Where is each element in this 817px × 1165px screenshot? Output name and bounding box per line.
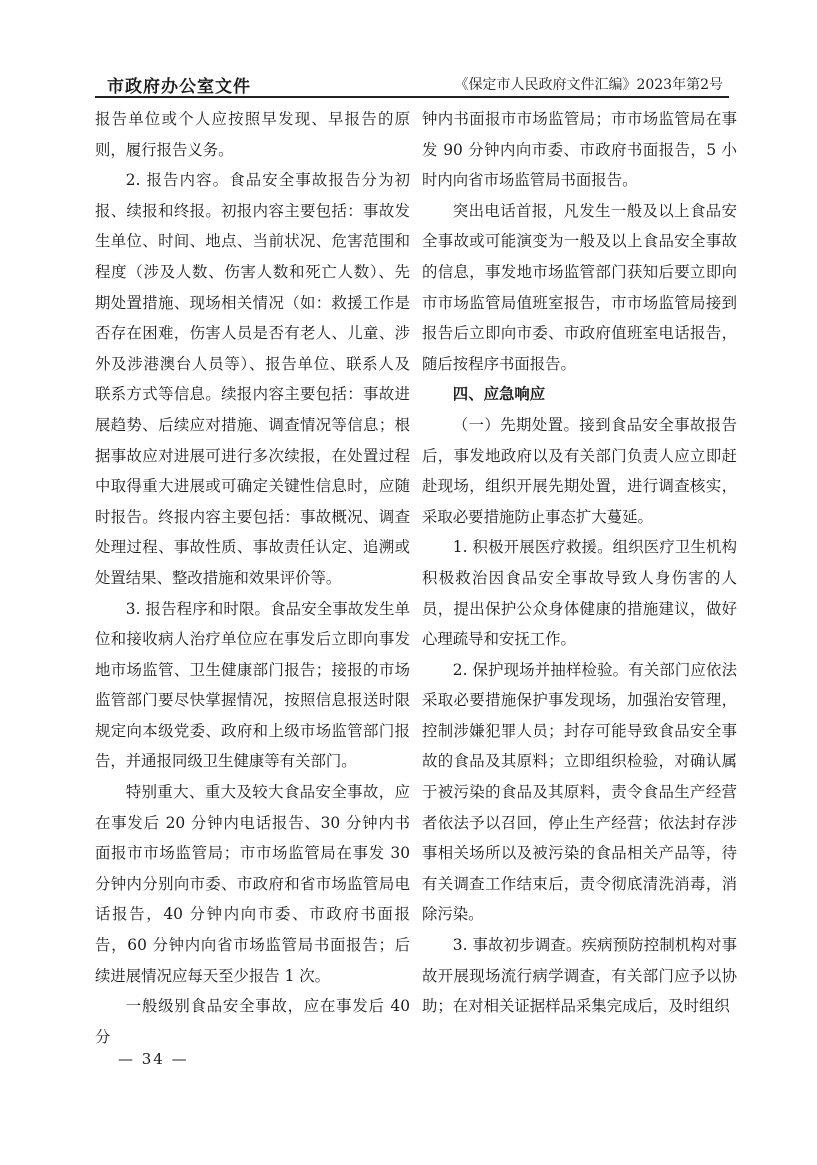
paragraph: 报告单位或个人应按照早发现、早报告的原则，履行报告义务。 [95,110,410,159]
page-number: — 34 — [118,1050,189,1068]
paragraph: 3. 报告程序和时限。食品安全事故发生单位和接收病人治疗单位应在事发后立即向事发地市场监管、卫生健康部门报告；接报的市场监管部门要尽快掌握情况，按照信息报送时限规定向本级党委、政府和上级市场监管部门报告，并通报同级卫生健康等有关部门。 [95,599,410,771]
left-column [95,104,410,1052]
right-column [422,104,737,1022]
paragraph: 突出电话首报，凡发生一般及以上食品安全事故或可能演变为一般及以上食品安全事故的信息，事发地市场监管部门获知后要立即向市市场监管局值班室报告，市市场监管局接到报告后立即向市委、市政府值班室电话报告，随后按程序书面报告。 [422,201,737,373]
paragraph: （一）先期处置。接到食品安全事故报告后，事发地政府以及有关部门负责人应立即赶赴现场，组织开展先期处置，进行调查核实，采取必要措施防止事态扩大蔓延。 [422,415,737,526]
paragraph: 1. 积极开展医疗救援。组织医疗卫生机构积极救治因食品安全事故导致人身伤害的人员，提出保护公众身体健康的措施建议，做好心理疏导和安抚工作。 [422,538,737,649]
paragraph: 2. 保护现场并抽样检验。有关部门应依法采取必要措施保护事发现场，加强治安管理，控制涉嫌犯罪人员；封存可能导致食品安全事故的食品及其原料；立即组织检验，对确认属于被污染的食品及其原料，责令食品生产经营者依法予以召回，停止生产经营；依法封存涉事相关场所以及被污染的食品相关产品等，待有关调查工作结束后，责令彻底清洗消毒，消除污染。 [422,660,737,924]
header-divider [95,96,729,98]
paragraph: 一般级别食品安全事故，应在事发后 40 分 [95,997,410,1046]
header-publication-title: 《保定市人民政府文件汇编》2023年第2号 [454,77,723,93]
paragraph: 2. 报告内容。食品安全事故报告分为初报、续报和终报。初报内容主要包括：事故发生单位、时间、地点、当前状况、危害范围和程度（涉及人数、伤害人数和死亡人数）、先期处置措施、现场相关情况（如：救援工作是否存在困难，伤害人员是否有老人、儿童、涉外及涉港澳台人员等）、报告单位、联系人及联系方式等信息。续报内容主要包括：事故进展趋势、后续应对措施、调查情况等信息；根据事故应对进展可进行多次续报，在处置过程中取得重大进展或可确定关键性信息时，应随时报告。终报内容主要包括：事故概况、调查处理过程、事故性质、事故责任认定、追溯或处置结果、整改措施和效果评价等。 [95,171,410,587]
paragraph: 钟内书面报市市场监管局；市市场监管局在事发 90 分钟内向市委、市政府书面报告，5 小时内向省市场监管局书面报告。 [422,110,737,190]
header-office-title: 市政府办公室文件 [107,77,251,97]
paragraph: 特别重大、重大及较大食品安全事故，应在事发后 20 分钟内电话报告、30 分钟内书面报市市场监管局；市市场监管局在事发 30 分钟内分别向市委、市政府和省市场监管局电话报告，40 分钟内向市委、市政府书面报告，60 分钟内向省市场监管局书面报告；后续进展情况应每天至少报告 1 次。 [95,783,410,985]
paragraph: 3. 事故初步调查。疾病预防控制机构对事故开展现场流行病学调查，有关部门应予以协助；在对相关证据样品采集完成后，及时组织 [422,936,737,1016]
section-heading: 四、应急响应 [452,385,546,404]
